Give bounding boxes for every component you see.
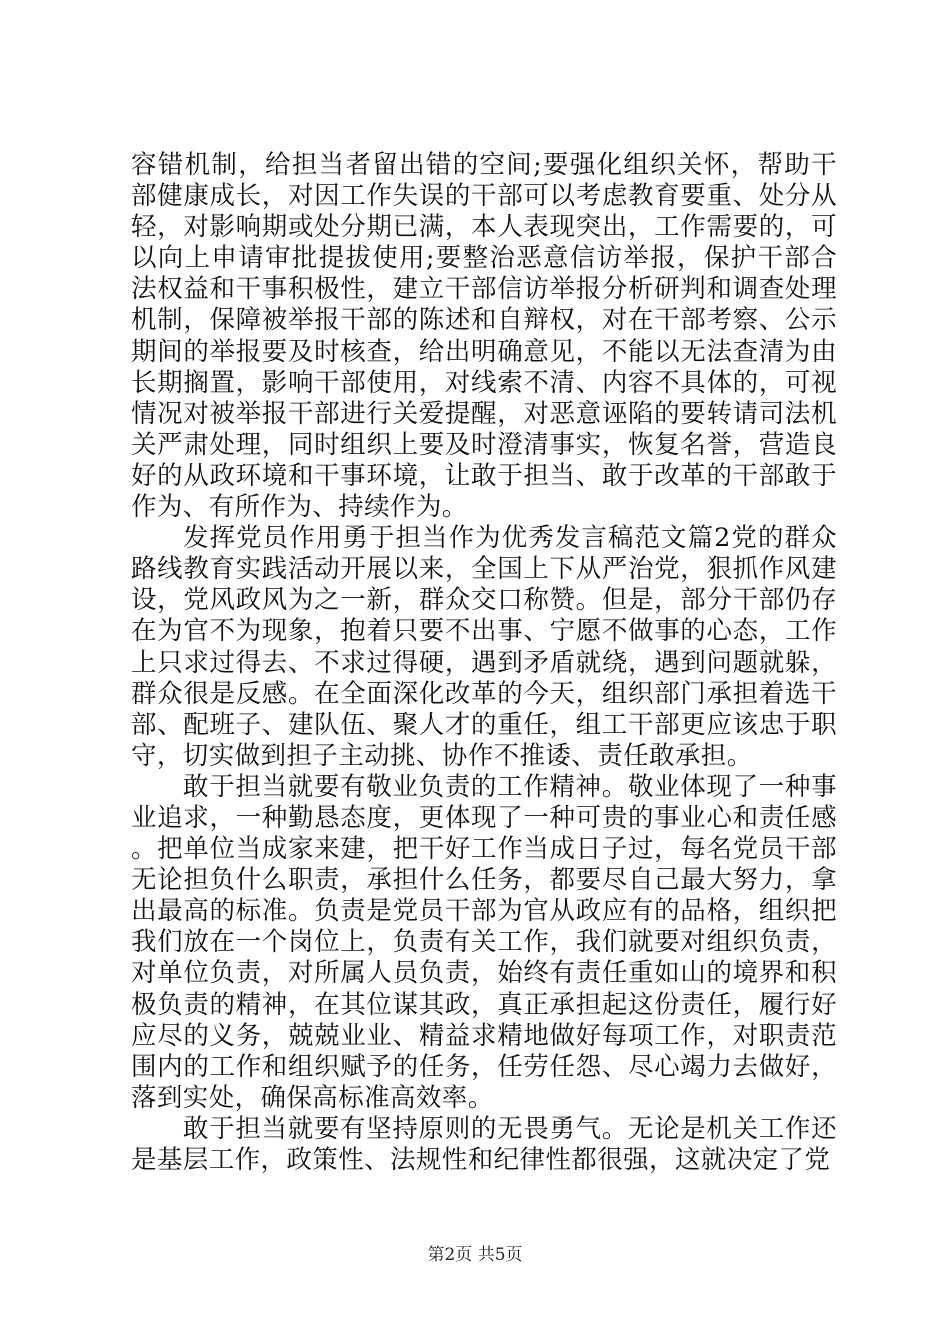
document-body xyxy=(131,150,837,1176)
page-number-footer: 第2页 共5页 xyxy=(427,1245,523,1265)
paragraph-1: 容错机制，给担当者留出错的空间;要强化组织关怀，帮助干部健康成长，对因工作失误的干部可以考虑教育要重、处分从轻，对影响期或处分期已满，本人表现突出，工作需要的，可以向上申请审批提拔使用;要整治恶意信访举报，保护干部合法权益和干事积极性，建立干部信访举报分析研判和调查处理机制，保障被举报干部的陈述和自辩权，对在干部考察、公示期间的举报要及时核查，给出明确意见，不能以无法查清为由长期搁置，影响干部使用，对线索不清、内容不具体的，可视情况对被举报干部进行关爱提醒，对恶意诬陷的要转请司法机关严肃处理，同时组织上要及时澄清事实，恢复名誉，营造良好的从政环境和干事环境，让敢于担当、敢于改革的干部敢于作为、有所作为、持续作为。 xyxy=(131,150,837,523)
paragraph-2: 发挥党员作用勇于担当作为优秀发言稿范文篇2党的群众路线教育实践活动开展以来，全国上下从严治党，狠抓作风建设，党风政风为之一新，群众交口称赞。但是，部分干部仍存在为官不为现象，抱着只要不出事、宁愿不做事的心态，工作上只求过得去、不求过得硬，遇到矛盾就绕，遇到问题就躲，群众很是反感。在全面深化改革的今天，组织部门承担着选干部、配班子、建队伍、聚人才的重任，组工干部更应该忠于职守，切实做到担子主动挑、协作不推诿、责任敢承担。 xyxy=(131,523,837,771)
paragraph-3: 敢于担当就要有敬业负责的工作精神。敬业体现了一种事业追求，一种勤恳态度，更体现了一种可贵的事业心和责任感。把单位当成家来建，把干好工作当成日子过，每名党员干部无论担负什么职责，承担什么任务，都要尽自己最大努力，拿出最高的标准。负责是党员干部为官从政应有的品格，组织把我们放在一个岗位上，负责有关工作，我们就要对组织负责，对单位负责，对所属人员负责，始终有责任重如山的境界和积极负责的精神，在其位谋其政，真正承担起这份责任，履行好应尽的义务，兢兢业业、精益求精地做好每项工作，对职责范围内的工作和组织赋予的任务，任劳任怨、尽心竭力去做好，落到实处，确保高标准高效率。 xyxy=(131,771,837,1113)
paragraph-4: 敢于担当就要有坚持原则的无畏勇气。无论是机关工作还是基层工作，政策性、法规性和纪律性都很强，这就决定了党 xyxy=(131,1113,837,1175)
